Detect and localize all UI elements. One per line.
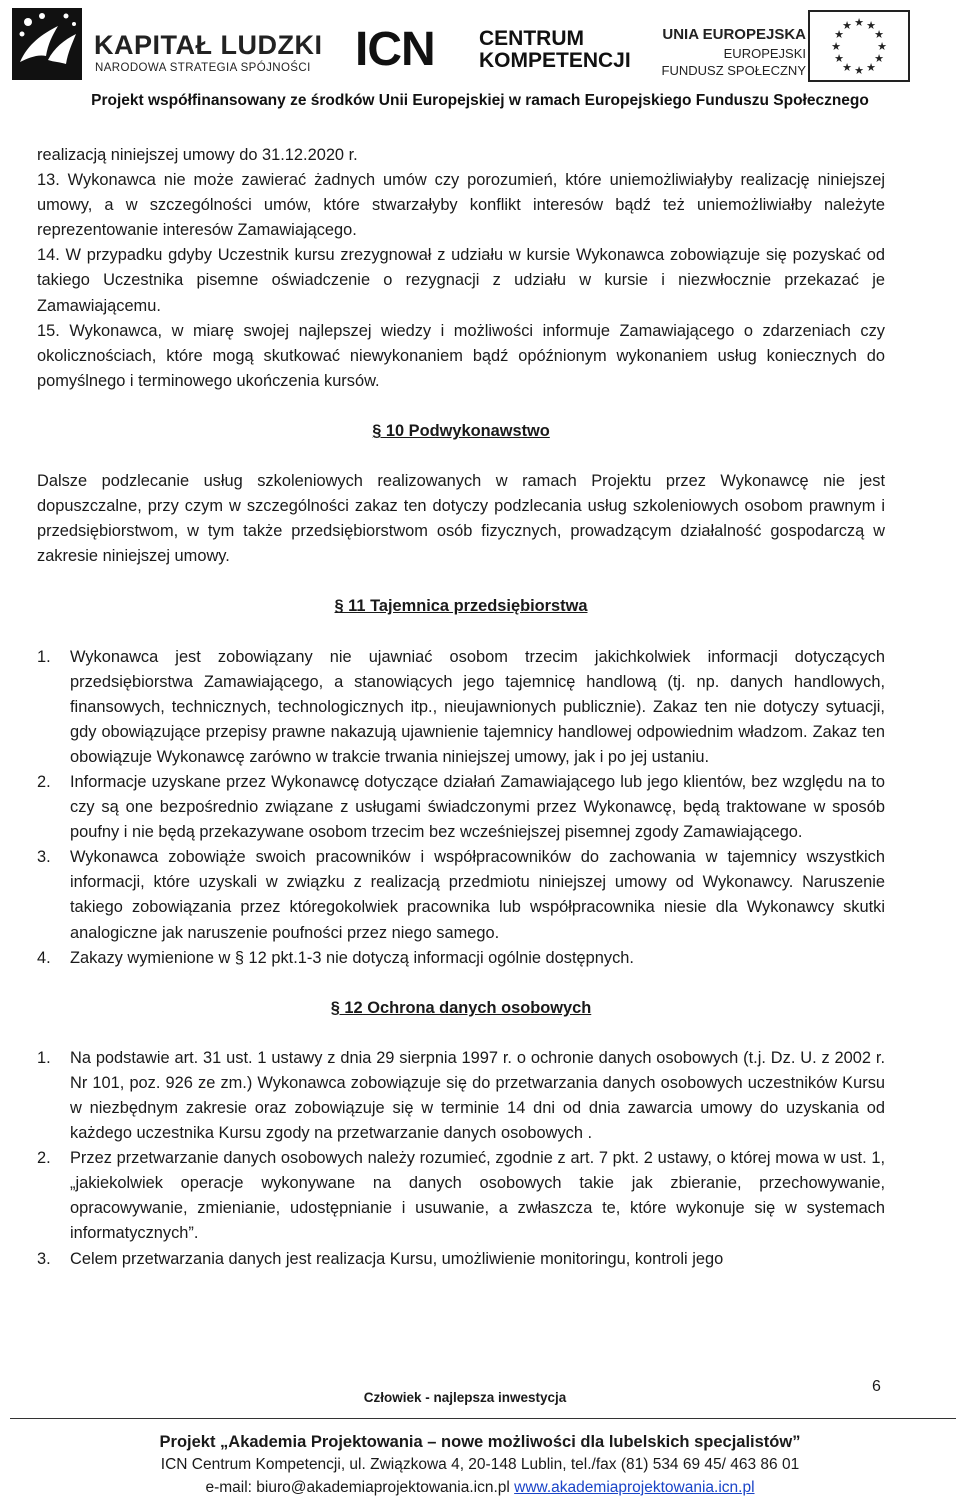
eu-line1: UNIA EUROPEJSKA bbox=[662, 26, 806, 43]
svg-text:★: ★ bbox=[854, 64, 864, 77]
kapital-ludzki-mark-icon bbox=[8, 4, 86, 84]
footer-address: ICN Centrum Kompetencji, ul. Związkowa 4, 20-148 Lublin, tel./fax (81) 534 69 45/ 463 86 01 bbox=[160, 1456, 800, 1473]
list-item bbox=[37, 946, 885, 971]
footer-slogan: Człowiek - najlepsza inwestycja bbox=[363, 1390, 567, 1405]
list-item bbox=[37, 770, 885, 845]
footer-divider bbox=[10, 1418, 956, 1419]
footer-project-title: Projekt „Akademia Projektowania – nowe możliwości dla lubelskich specjalistów” bbox=[159, 1433, 801, 1451]
section-12-heading-text: § 12 Ochrona danych osobowych bbox=[330, 998, 592, 1017]
kapital-ludzki-title: KAPITAŁ LUDZKI bbox=[94, 30, 323, 60]
svg-text:★: ★ bbox=[842, 61, 852, 74]
svg-text:★: ★ bbox=[874, 52, 884, 65]
page-number: 6 bbox=[872, 1378, 881, 1395]
eu-line2: EUROPEJSKI bbox=[723, 46, 806, 61]
document-body bbox=[37, 143, 885, 1272]
svg-text:★: ★ bbox=[834, 52, 844, 65]
paragraph-13: 13. Wykonawca nie może zawierać żadnych umów czy porozumień, które uniemożliwiałyby realizację niniejszej umowy, a w szczególności umów, które stwarzałyby konflikt interesów bądź też uniemożliwiałby należyte reprezentowanie interesów Zamawiającego. bbox=[37, 171, 885, 240]
list-item-text: Celem przetwarzania danych jest realizacja Kursu, umożliwienie monitoringu, kontroli jego bbox=[70, 1249, 724, 1268]
eu-flag-icon bbox=[808, 10, 910, 82]
section-10-heading-text: § 10 Podwykonawstwo bbox=[372, 421, 550, 440]
section-10-heading bbox=[37, 419, 885, 444]
list-item-number: 4. bbox=[37, 948, 51, 967]
list-item-text: Zakazy wymienione w § 12 pkt.1-3 nie dotyczą informacji ogólnie dostępnych. bbox=[70, 948, 634, 967]
icn-line2: KOMPETENCJI bbox=[479, 49, 631, 72]
eu-line3: FUNDUSZ SPOŁECZNY bbox=[661, 63, 806, 78]
list-item bbox=[37, 645, 885, 770]
list-item-number: 3. bbox=[37, 1249, 51, 1268]
list-item bbox=[37, 845, 885, 945]
list-item-text: Informacje uzyskane przez Wykonawcę dotyczące działań Zamawiającego lub jego klientów, bez względu na to czy są one bezpośrednio związane z usługami świadczonymi przez Wykonawcę, będą traktowane w sposób poufny i nie będą przekazywane osobom trzecim bez wcześniejszej pisemnej zgody Zamawiającego. bbox=[70, 772, 885, 842]
svg-text:★: ★ bbox=[834, 28, 844, 41]
svg-text:★: ★ bbox=[831, 40, 841, 53]
section-11-heading bbox=[37, 594, 885, 619]
svg-text:★: ★ bbox=[854, 16, 864, 29]
section-10-text: Dalsze podzlecanie usług szkoleniowych realizowanych w ramach Projektu przez Wykonawcę nie jest dopuszczalne, przy czym w szczególności zakaz ten dotyczy podzlecania usług szkoleniowych osobom prawnym i przedsiębiorstwom, w tym także przedsiębiorstwom osób fizycznych, prowadzącym działalność gospodarczą w zakresie niniejszej umowy. bbox=[37, 472, 885, 566]
svg-text:★: ★ bbox=[877, 40, 887, 53]
cofinance-note: Projekt współfinansowany ze środków Unii Europejskiej w ramach Europejskiego Funduszu Społecznego bbox=[91, 92, 869, 109]
list-item-text: Wykonawca zobowiąże swoich pracowników i współpracowników do zachowania w tajemnicy wszystkich informacji, które uzyskali w związku z realizacją przedmiotu niniejszej umowy od Wykonawcy. Naruszenie takiego zobowiązania przez któregokolwiek pracownika lub współpracownika niesie dla Wykonawcy skutki analogiczne jak naruszenie poufności przez niego samego. bbox=[70, 848, 885, 942]
icn-wordmark: ICN bbox=[355, 23, 435, 76]
list-item-number: 1. bbox=[37, 1048, 51, 1067]
section-11-heading-text: § 11 Tajemnica przedsiębiorstwa bbox=[334, 597, 588, 616]
list-item-text: Na podstawie art. 31 ust. 1 ustawy z dnia 29 sierpnia 1997 r. o ochronie danych osobowych (t.j. Dz. U. z 2002 r. Nr 101, poz. 926 ze zm.) Wykonawca zobowiązuje się do przetwarzania danych osobowych uczestników Kursu w niezbędnym zakresie oraz zobowiązuje się w terminie 14 dni od dnia zawarcia umowy do uzyskania od każdego uczestnika Kursu zgody na przetwarzanie danych osobowych . bbox=[70, 1048, 885, 1143]
list-item-number: 2. bbox=[37, 1149, 51, 1168]
svg-text:★: ★ bbox=[874, 28, 884, 41]
list-item bbox=[37, 1247, 885, 1272]
svg-text:★: ★ bbox=[842, 19, 852, 32]
footer-email: e-mail: biuro@akademiaprojektowania.icn.pl bbox=[205, 1479, 510, 1496]
list-item bbox=[37, 1046, 885, 1146]
section-12-heading bbox=[37, 996, 885, 1021]
footer-website-link[interactable]: www.akademiaprojektowania.icn.pl bbox=[514, 1479, 755, 1496]
eu-logo bbox=[661, 8, 956, 84]
kapital-ludzki-logo bbox=[8, 4, 323, 84]
section-12-list bbox=[37, 1046, 885, 1272]
list-item-text: Wykonawca jest zobowiązany nie ujawniać osobom trzecim jakichkolwiek informacji dotyczących przedsiębiorstwa Zamawiającego, a stanowiących jego tajemnicę handlową (tj. np. danych handlowych, finansowych, technicznych, technologicznych itp., nieujawnionych publicznie). Zakaz ten nie dotyczy sytuacji, gdy obowiązujące przepisy prawne nakazują ujawnienie tajemnicy handlowej odpowiednim władzom. Zakaz ten obowiązuje Wykonawcę zarówno w trakcie trwania niniejszej umowy, jak i po jej ustaniu. bbox=[70, 647, 885, 766]
list-item-number: 1. bbox=[37, 647, 51, 666]
list-item bbox=[37, 1146, 885, 1246]
list-item-text: Przez przetwarzanie danych osobowych należy rozumieć, zgodnie z art. 7 pkt. 2 ustawy, o której mowa w ust. 1, „jakiekolwiek operacje wykonywane na danych osobowych takie jak zbieranie, przechowywanie, opracowywanie, zmienianie, udostępnianie i usuwanie, a zwłaszcza te, które wykonuje się w systemach informatycznych”. bbox=[70, 1149, 885, 1243]
paragraph-continuation: realizacją niniejszej umowy do 31.12.2020 r. bbox=[37, 146, 358, 164]
list-item-number: 2. bbox=[37, 772, 51, 791]
icn-line1: CENTRUM bbox=[479, 27, 584, 50]
kapital-ludzki-subtitle: NARODOWA STRATEGIA SPÓJNOŚCI bbox=[95, 62, 311, 74]
list-item-number: 3. bbox=[37, 848, 51, 867]
paragraph-15: 15. Wykonawca, w miarę swojej najlepszej wiedzy i możliwości informuje Zamawiającego o zdarzeniach czy okolicznościach, które mogą skutkować niewykonaniem bądź opóźnionym wykonaniem usług koniecznych do pomyślnego i terminowego ukończenia kursów. bbox=[37, 321, 885, 390]
footer-contact bbox=[0, 1479, 960, 1497]
svg-text:★: ★ bbox=[866, 61, 876, 74]
svg-text:★: ★ bbox=[866, 19, 876, 32]
paragraph-14: 14. W przypadku gdyby Uczestnik kursu zrezygnował z udziału w kursie Wykonawca zobowiązuje się pozyskać od takiego Uczestnika pisemne oświadczenie o rezygnacji z udziału w kursie i niezwłocznie przekazać je Zamawiającemu. bbox=[37, 246, 885, 315]
icn-logo bbox=[355, 23, 635, 76]
section-11-list bbox=[37, 645, 885, 971]
header-logos bbox=[0, 0, 960, 92]
